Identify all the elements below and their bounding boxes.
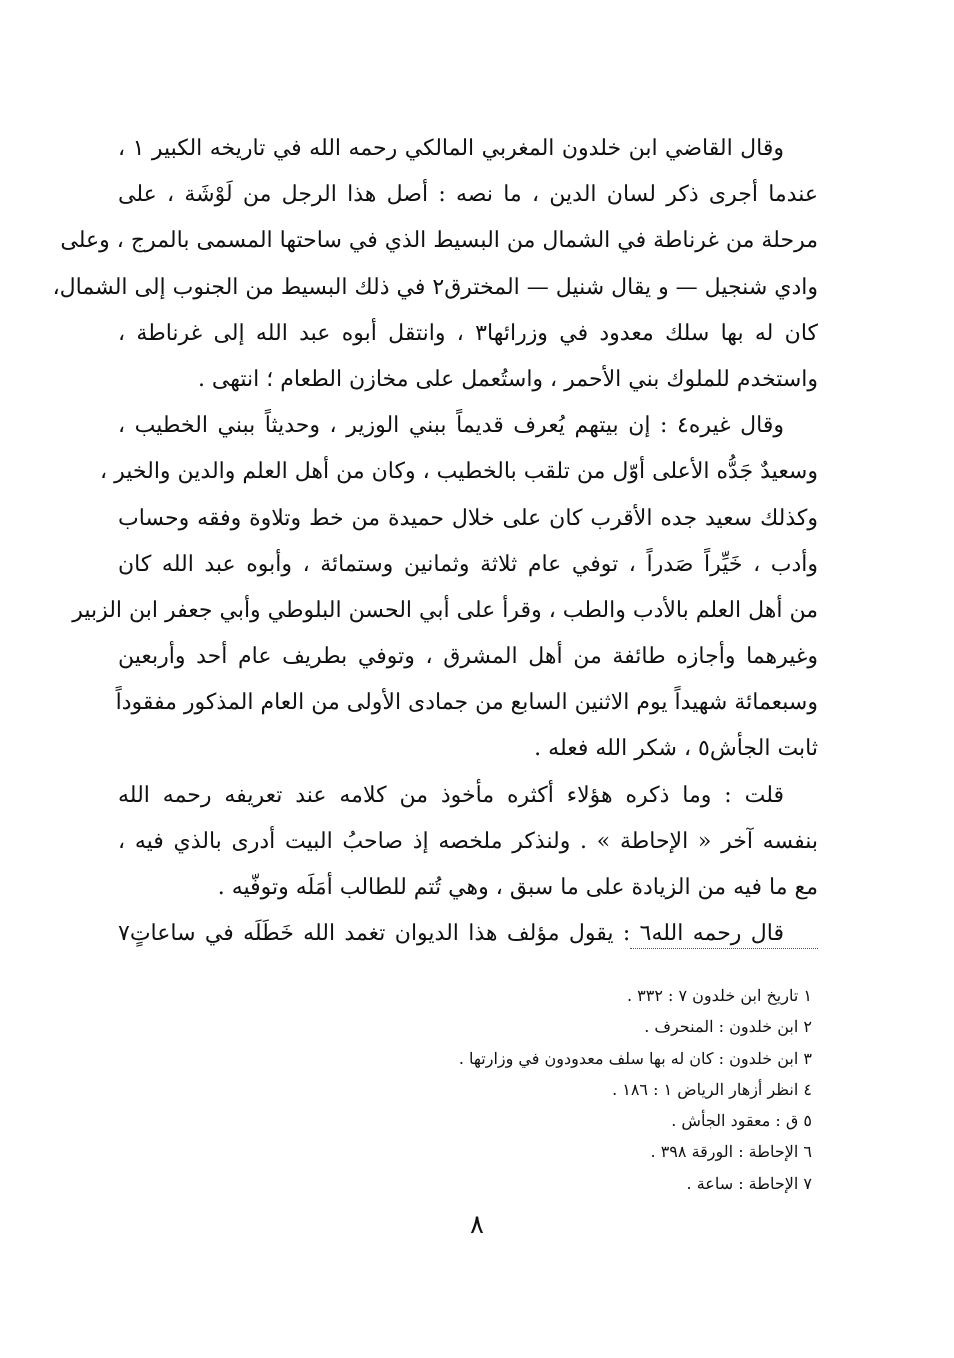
text-line: واستخدم للملوك بني الأحمر ، واستُعمل على مخازن الطعام ؛ انتهى .	[197, 366, 818, 392]
text-line: وسعيدٌ جَدُّه الأعلى أوّل من تلقب بالخطيب ، وكان من أهل العلم والدين والخير ،	[100, 459, 818, 485]
text-line: وقال القاضي ابن خلدون المغربي المالكي رحمه الله في تاريخه الكبير ١ ،	[118, 136, 785, 161]
text-line: وأدب ، خَيِّراً صَدراً ، توفي عام ثلاثة وثمانين وستمائة ، وأبوه عبد الله كان	[118, 551, 818, 577]
text-line: بنفسه آخر « الإحاطة » . ولنذكر ملخصه إذ صاحبُ البيت أدرى بالذي فيه ،	[118, 828, 818, 854]
text-line: وغيرهما وأجازه طائفة من أهل المشرق ، وتوفي بطريف عام أحد وأربعين	[118, 644, 818, 670]
text-line: عندما أجرى ذكر لسان الدين ، ما نصه : أصل هذا الرجل من لَوْشَة ، على	[118, 182, 818, 208]
text-line: كان له بها سلك معدود في وزرائها٣ ، وانتقل أبوه عبد الله إلى غرناطة ،	[118, 320, 819, 346]
footnote-divider	[630, 948, 818, 949]
footnotes	[300, 980, 812, 1199]
footnote: ٤ انظر أزهار الرياض ١ : ١٨٦ .	[612, 1079, 812, 1099]
text-line: وسبعمائة شهيداً يوم الاثنين السابع من جمادى الأولى من العام المذكور مفقوداً	[115, 690, 818, 716]
footnote: ٦ الإحاطة : الورقة ٣٩٨ .	[650, 1142, 812, 1162]
page-number: ٨	[470, 1210, 484, 1240]
footnote: ١ تاريخ ابن خلدون ٧ : ٣٣٢ .	[626, 986, 812, 1005]
footnote: ٧ الإحاطة : ساعة .	[686, 1173, 812, 1193]
text-line: من أهل العلم بالأدب والطب ، وقرأ على أبي الحسن البلوطي وأبي جعفر ابن الزبير	[72, 597, 818, 623]
main-text	[52, 126, 819, 957]
text-line: وادي شنجيل — و يقال شنيل — المخترق٢ في ذلك البسيط من الجنوب إلى الشمال،	[52, 274, 818, 300]
text-line: قلت : وما ذكره هؤلاء أكثره مأخوذ من كلامه عند تعريفه رحمه الله	[118, 782, 784, 808]
footnote: ٢ ابن خلدون : المنحرف .	[644, 1017, 812, 1037]
footnote: ٣ ابن خلدون : كان له بها سلف معدودون في وزارتها .	[458, 1048, 812, 1068]
text-line: قال رحمه الله٦ : يقول مؤلف هذا الديوان تغمد الله خَطَلَه في ساعاتٍ٧	[118, 921, 784, 947]
text-line: وكذلك سعيد جده الأقرب كان على خلال حميدة من خط وتلاوة وفقه وحساب	[118, 505, 818, 531]
footnote: ٥ ق : معقود الجأش .	[671, 1111, 812, 1131]
text-line: وقال غيره٤ : إن بيتهم يُعرف قديماً ببني الوزير ، وحديثاً ببني الخطيب ،	[118, 413, 784, 439]
text-line: مرحلة من غرناطة في الشمال من البسيط الذي في ساحتها المسمى بالمرج ، وعلى	[60, 228, 818, 254]
text-line: ثابت الجأش٥ ، شكر الله فعله .	[534, 736, 818, 762]
text-line: مع ما فيه من الزيادة على ما سبق ، وهي تُتم للطالب أمَلَه وتوفّيه .	[217, 875, 818, 900]
